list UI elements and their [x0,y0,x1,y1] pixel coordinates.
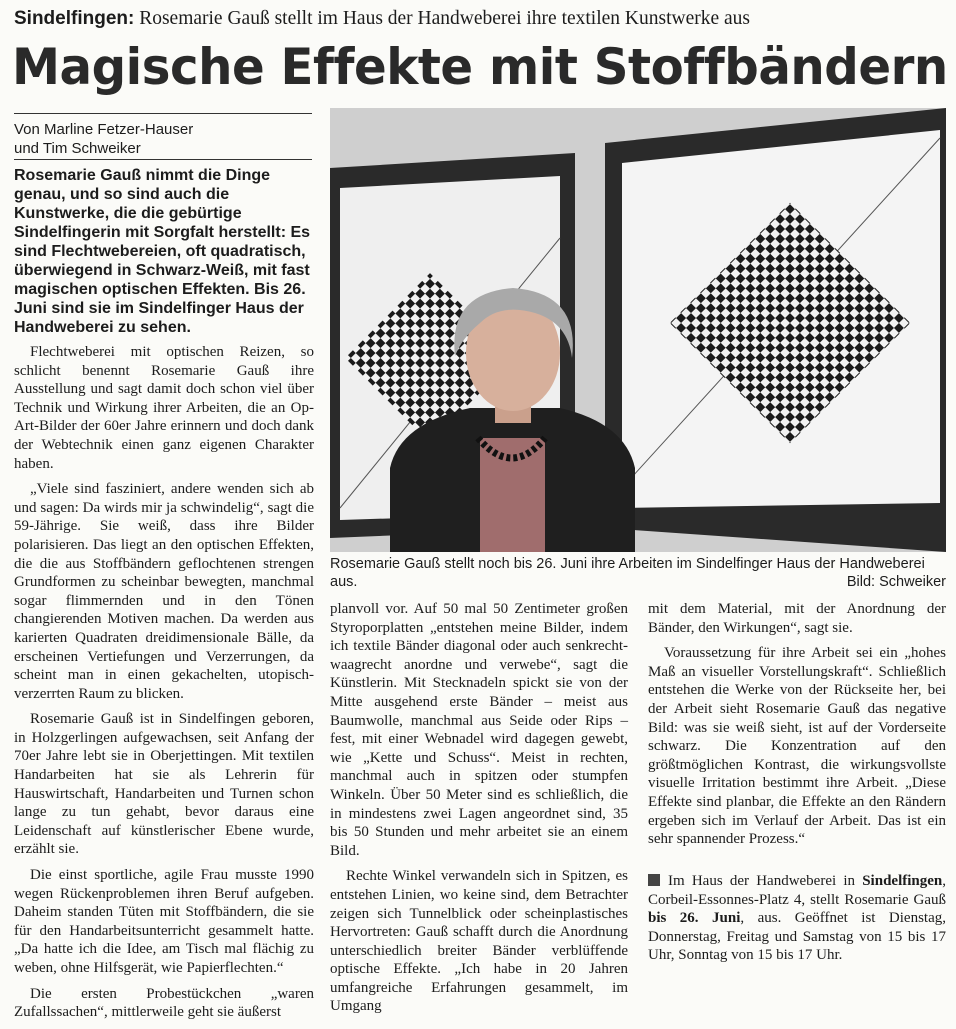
info-text: , aus. Geöffnet ist Dienstag, Donnerstag, Freitag und Samstag von 15 bis 17 Uhr, Sonntag von 15 bis 17 Uhr. [648,910,946,964]
paragraph: „Viele sind fasziniert, andere wenden sich ab und sagen: Da wirds mir ja schwindelig“, sagt die 59-Jährige. Sie weiß, dass ihre Bilder polarisieren. Das liegt an den optischen Effekten, die die aus Stoffbändern geflochtenen strengen Grundformen zu scheinbar bewegten, manchmal sogar flimmernden und in den Tönen changierenden Motiven machen. Da werden aus karierten Quadraten dreidimensionale Bälle, da erscheinen Vertiefungen und Verzerrungen, da scheint man in einen gekachelten, utopisch-verzerrten Raum zu blicken. [14,481,314,702]
caption-text: Rosemarie Gauß stellt noch bis 26. Juni ihre Arbeiten im Sindelfinger Haus der Handweberei aus. [330,556,925,590]
column-2 [330,600,628,1023]
photo-credit: Bild: Schweiker [846,574,946,590]
byline-line-2: und Tim Schweiker [14,140,141,157]
info-place: Sindelfingen [862,873,943,889]
byline-rule-bottom [14,159,312,160]
info-text: Im Haus der Handweberei in [668,873,863,889]
lead-paragraph: Rosemarie Gauß nimmt die Dinge genau, und so sind auch die Kunstwerke, die die gebürtige Sindelfingerin mit Sorgfalt herstellt: Es sind Flechtwebereien, oft quadratisch, überwiegend in Schwarz-Weiß, mit fast magischen optischen Effekten. Bis 26. Juni sind sie im Sindelfinger Haus der Handweberei zu sehen. [14,167,311,336]
info-box [648,872,946,965]
info-date: bis 26. Juni [648,910,741,927]
paragraph: mit dem Material, mit der Anordnung der Bänder, den Wirkungen“, sagt sie. [648,601,946,636]
paragraph: Die ersten Probestückchen „waren Zufallssachen“, mittlerweile geht sie äußerst [14,985,314,1021]
info-text: , Corbeil-Essonnes-Platz 4, stellt Rosemarie Gauß [648,873,946,908]
byline-line-1: Von Marline Fetzer-Hauser [14,121,194,138]
paragraph: planvoll vor. Auf 50 mal 50 Zentimeter großen Styroporplatten „entstehen meine Bilder, indem ich textile Bänder diagonal oder auch senkrecht-waagrecht anordne und verwebe“, sagt die Künstlerin. Mit Stecknadeln spickt sie von der Mitte ausgehend erste Bänder – meist aus Baumwolle, manchmal aus Seide oder Rips – fest, mit einer Webnadel wird dagegen gewebt, wie „Kette und Schuss“. Meist in rechten, manchmal auch in spitzen oder stumpfen Winkeln. Über 50 Meter sind es schließlich, die in mindestens zwei Lagen angeordnet sind, 35 bis 50 Stunden und mehr arbeitet sie an einem Bild. [330,601,628,859]
paragraph: Flechtweberei mit optischen Reizen, so schlicht benennt Rosemarie Gauß ihre Ausstellung und sagt damit doch schon viel über Technik und Wirkung ihrer Arbeiten, die an Op-Art-Bilder der 60er Jahre erinnern und doch dank der Webtechnik einen ganz eigenen Charakter haben. [14,344,314,472]
column-1 [14,343,314,1029]
photo-illustration [330,108,946,552]
kicker-place: Sindelfingen: [14,8,135,29]
byline [14,120,314,158]
kicker-text: Rosemarie Gauß stellt im Haus der Handweberei ihre textilen Kunstwerke aus [134,8,751,29]
column-3 [648,600,946,856]
kicker [14,8,944,30]
square-bullet-icon [648,874,660,886]
paragraph: Voraussetzung für ihre Arbeit sei ein „hohes Maß an visueller Vorstellungskraft“. Schließlich entstehen die Werke von der Rückseite her, bei der Arbeit sieht Rosemarie Gauß das negative Bild: was sie weiß sieht, ist auf der Vorderseite schwarz. Die Konzentration auf den größtmöglichen Kontrast, die wirkungsvollste visuelle Irritation bestimmt ihre Arbeit. „Diese Effekte sind planbar, die Effekte an den Rändern ergeben sich im Verlauf der Arbeit. Das ist ein sehr spannender Prozess.“ [648,645,946,848]
paragraph: Rechte Winkel verwandeln sich in Spitzen, es entstehen Linien, wo keine sind, dem Betrachter zeigen sich Tunnelblick oder scheinplastisches Hervortreten: Gauß schafft durch die Anordnung unterschiedlich breiter Bänder verblüffende optische Effekte. „Ich habe in 20 Jahren umfangreiche Erfahrungen gesammelt, im Umgang [330,868,628,1015]
photo-caption [330,555,946,591]
article-photo [330,108,946,552]
headline: Magische Effekte mit Stoffbändern [12,38,948,96]
byline-rule-top [14,113,312,114]
paragraph: Die einst sportliche, agile Frau musste 1990 wegen Rückenproblemen ihren Beruf aufgeben. Daheim standen Tüten mit Stoffbändern, die sie für den Handarbeitsunterricht gesammelt hatte. „Da hatte ich die Idee, am Tisch mal flächig zu weben, ohne Hilfsgerät, wie Papierflechten.“ [14,867,314,976]
paragraph: Rosemarie Gauß ist in Sindelfingen geboren, in Holzgerlingen aufgewachsen, seit Anfang der 70er Jahre lebt sie in Oberjettingen. Mit textilen Handarbeiten hat sie als Lehrerin für Hauswirtschaft, Handarbeiten und Turnen schon lange zu tun gehabt, bevor daraus eine Leidenschaft auf künstlerischer Ebene wurde, erzählt sie. [14,711,314,858]
